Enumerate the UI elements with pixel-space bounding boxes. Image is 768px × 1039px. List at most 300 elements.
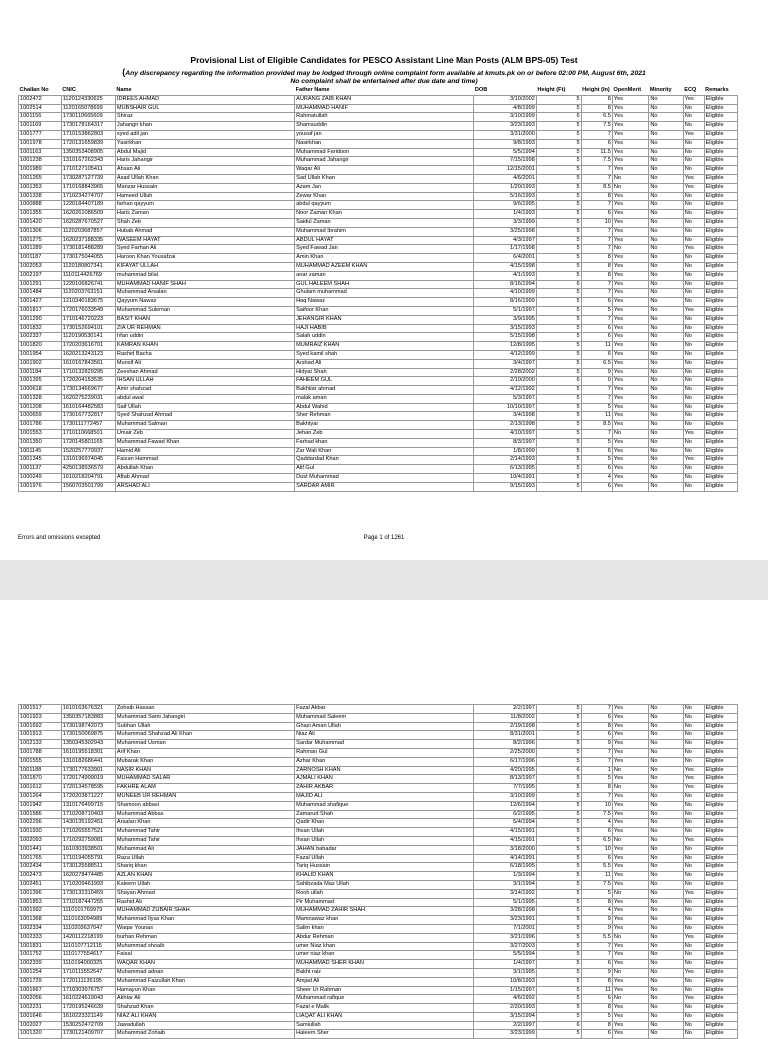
table-cell: No: [649, 210, 683, 219]
table-cell: 1620287670527: [61, 218, 115, 227]
table-cell: No: [649, 262, 683, 271]
table-cell: 9: [581, 916, 612, 925]
table-cell: 3/14/1992: [474, 889, 537, 898]
table-cell: Sardar Muhammad: [295, 740, 474, 749]
table-cell: 1710132829295: [61, 368, 115, 377]
table-cell: 5: [536, 148, 581, 157]
table-cell: Yes: [612, 227, 648, 236]
table-cell: No: [683, 845, 704, 854]
table-cell: 3/23/1993: [474, 122, 537, 131]
table-row: [19, 201, 738, 210]
table-cell: 2/2/1997: [474, 705, 537, 714]
table-cell: 9: [581, 968, 612, 977]
table-cell: 5: [581, 306, 612, 315]
table-row: [19, 280, 738, 289]
table-cell: No: [649, 430, 683, 439]
table-cell: No: [683, 880, 704, 889]
table-cell: 1420112218199: [61, 933, 115, 942]
table-cell: Yes: [612, 801, 648, 810]
table-cell: No: [683, 421, 704, 430]
table-cell: MUBSHAIR GUL: [115, 104, 294, 113]
table-cell: Sher Rehman: [295, 412, 474, 421]
page-number: Page 1 of 1261: [363, 535, 405, 541]
table-cell: 5: [536, 342, 581, 351]
table-cell: MUHAMMAD AZEEM KHAN: [295, 262, 474, 271]
table-cell: Yes: [612, 447, 648, 456]
table-cell: No: [683, 324, 704, 333]
table-cell: No: [649, 95, 683, 104]
table-cell: 4/14/1991: [474, 854, 537, 863]
table-cell: 1110107712115: [61, 942, 115, 951]
table-cell: Yes: [612, 271, 648, 280]
table-cell: 1730167732817: [61, 412, 115, 421]
table-cell: Yes: [612, 342, 648, 351]
table-cell: Rooh ullah: [295, 889, 474, 898]
table-cell: Zar Wali Khan: [295, 447, 474, 456]
table-cell: Samiullah: [295, 1021, 474, 1030]
table-cell: Ghulam muhammad: [295, 289, 474, 298]
table-cell: Yes: [612, 713, 648, 722]
table-row: [19, 430, 738, 439]
table-cell: 8: [581, 95, 612, 104]
table-cell: 1120124330625: [61, 95, 115, 104]
table-cell: Yes: [612, 289, 648, 298]
table-cell: 1710127105411: [61, 166, 115, 175]
table-cell: Yes: [683, 889, 704, 898]
table-cell: Yes: [612, 333, 648, 342]
table-cell: No: [683, 960, 704, 969]
table-cell: 1730150069875: [61, 731, 115, 740]
table-cell: 1001788: [19, 748, 62, 757]
table-cell: Muhammad shafique: [295, 801, 474, 810]
table-cell: 5: [536, 333, 581, 342]
table-cell: ABDUL HAYAT: [295, 236, 474, 245]
table-cell: 5: [536, 784, 581, 793]
table-cell: 1710209461993: [61, 880, 115, 889]
table-cell: No: [649, 333, 683, 342]
table-cell: 8/31/2001: [474, 731, 537, 740]
table-cell: 1730111772457: [61, 421, 115, 430]
table-cell: No: [683, 350, 704, 359]
table-cell: 1001306: [19, 227, 62, 236]
table-cell: 1730110665609: [61, 113, 115, 122]
table-cell: Eligible: [704, 174, 737, 183]
table-cell: No: [649, 157, 683, 166]
table-cell: 1220106826741: [61, 280, 115, 289]
table-cell: No: [649, 863, 683, 872]
table-cell: 5: [536, 157, 581, 166]
table-cell: 1610303938501: [61, 845, 115, 854]
table-cell: 5: [536, 403, 581, 412]
table-cell: 5: [581, 889, 612, 898]
table-cell: 7: [581, 942, 612, 951]
table-cell: Eligible: [704, 828, 737, 837]
table-row: [19, 166, 738, 175]
table-cell: Yes: [683, 995, 704, 1004]
table-row: [19, 394, 738, 403]
table-cell: 4/15/1998: [474, 262, 537, 271]
table-cell: No: [612, 784, 648, 793]
table-cell: 1001290: [19, 315, 62, 324]
table-cell: 8/13/1997: [474, 775, 537, 784]
table-cell: Yes: [612, 722, 648, 731]
table-row: [19, 183, 738, 192]
table-cell: Eligible: [704, 122, 737, 131]
table-cell: yousaf jan: [295, 130, 474, 139]
table-cell: No: [649, 342, 683, 351]
table-cell: 8: [581, 784, 612, 793]
table-cell: Eligible: [704, 218, 737, 227]
table-cell: 1720131659839: [61, 139, 115, 148]
table-cell: No: [612, 245, 648, 254]
table-cell: 1002472: [19, 95, 62, 104]
table-cell: 7/15/1998: [474, 157, 537, 166]
table-cell: 6.5: [581, 113, 612, 122]
table-cell: 7: [581, 130, 612, 139]
table-row: [19, 995, 738, 1004]
table-row: [19, 377, 738, 386]
table-cell: Salim khan: [295, 924, 474, 933]
table-cell: Rashid Ali: [115, 898, 294, 907]
table-cell: Asad Ullah Khan: [115, 174, 294, 183]
table-cell: No: [649, 775, 683, 784]
table-row: [19, 986, 738, 995]
table-cell: 5/5/1994: [474, 148, 537, 157]
table-cell: 5/3/1997: [474, 394, 537, 403]
table-cell: Waqar Ali: [295, 166, 474, 175]
table-cell: No: [683, 986, 704, 995]
table-cell: 1001976: [19, 482, 62, 491]
table-cell: Yes: [683, 245, 704, 254]
table-cell: No: [649, 201, 683, 210]
table-cell: 5: [536, 854, 581, 863]
table-cell: Yes: [612, 898, 648, 907]
table-cell: No: [649, 968, 683, 977]
table-cell: 1002093: [19, 836, 62, 845]
table-cell: 1310182686441: [61, 757, 115, 766]
table-row: [19, 315, 738, 324]
table-cell: No: [649, 377, 683, 386]
table-cell: Shayan Ahmad: [115, 889, 294, 898]
table-cell: No: [649, 942, 683, 951]
table-cell: Eligible: [704, 731, 737, 740]
table-cell: 1530252472709: [61, 1021, 115, 1030]
table-cell: Yes: [612, 482, 648, 491]
table-cell: 2/10/2000: [474, 377, 537, 386]
table-cell: Saifoor Khan: [295, 306, 474, 315]
table-cell: 5: [581, 403, 612, 412]
table-cell: 6/2/1995: [474, 810, 537, 819]
table-cell: 3/4/1998: [474, 412, 537, 421]
table-cell: Yes: [612, 324, 648, 333]
table-cell: No: [683, 342, 704, 351]
table-cell: 1001612: [19, 784, 62, 793]
table-cell: No: [683, 333, 704, 342]
table-row: [19, 306, 738, 315]
table-cell: No: [683, 104, 704, 113]
table-cell: No: [649, 104, 683, 113]
table-cell: 7: [581, 951, 612, 960]
table-cell: No: [649, 359, 683, 368]
table-cell: Irfan uddin: [115, 333, 294, 342]
table-cell: 5: [536, 907, 581, 916]
column-header: ECQ: [684, 87, 697, 93]
table-cell: 1001338: [19, 192, 62, 201]
table-cell: 8: [581, 254, 612, 263]
table-row: [19, 960, 738, 969]
table-cell: Eligible: [704, 801, 737, 810]
table-header-row: [19, 87, 738, 95]
table-row: [19, 218, 738, 227]
table-cell: Sad Ullah Khan: [295, 174, 474, 183]
table-cell: Munsif Ali: [115, 359, 294, 368]
table-cell: MAJID ALI: [295, 792, 474, 801]
table-cell: 1001137: [19, 465, 62, 474]
table-cell: Eligible: [704, 705, 737, 714]
table-cell: 9: [581, 924, 612, 933]
table-cell: 4/1/1993: [474, 271, 537, 280]
table-cell: 1520257779937: [61, 447, 115, 456]
table-cell: 5: [536, 986, 581, 995]
table-cell: No: [683, 801, 704, 810]
table-cell: NIAZ ALI KHAN: [115, 1012, 294, 1021]
table-cell: Eligible: [704, 845, 737, 854]
table-cell: 6: [581, 350, 612, 359]
table-cell: Yes: [683, 784, 704, 793]
table-cell: 5: [536, 880, 581, 889]
table-cell: No: [683, 854, 704, 863]
table-cell: No: [649, 289, 683, 298]
table-cell: Yes: [612, 412, 648, 421]
table-cell: Yes: [612, 916, 648, 925]
table-cell: 3/15/1993: [474, 324, 537, 333]
table-row: [19, 421, 738, 430]
table-cell: 1110177554617: [61, 951, 115, 960]
table-cell: No: [683, 977, 704, 986]
table-cell: Eligible: [704, 757, 737, 766]
table-cell: 1610195518301: [61, 748, 115, 757]
table-cell: No: [683, 412, 704, 421]
table-cell: 5: [536, 359, 581, 368]
table-cell: WASEEM HAYAT: [115, 236, 294, 245]
table-cell: No: [649, 1030, 683, 1039]
table-row: [19, 1012, 738, 1021]
table-cell: Muhammad Sami Jahangiri: [115, 713, 294, 722]
table-cell: 1610218204791: [61, 474, 115, 483]
table-cell: 1002451: [19, 880, 62, 889]
table-cell: 1620275239031: [61, 394, 115, 403]
table-cell: Subhan Ullah: [115, 722, 294, 731]
table-cell: 7/1/2001: [474, 924, 537, 933]
table-cell: 5: [536, 705, 581, 714]
table-cell: Eligible: [704, 792, 737, 801]
document-title: Provisional List of Eligible Candidates for PESCO Assistant Line Man Posts (ALM BPS-05) Test: [190, 55, 578, 65]
table-cell: 8/2/1996: [474, 740, 537, 749]
table-row: [19, 342, 738, 351]
table-cell: HAJI HABIB: [295, 324, 474, 333]
table-cell: Muhammad rafique: [295, 995, 474, 1004]
table-row: [19, 412, 738, 421]
table-cell: Zohaib Hassan: [115, 705, 294, 714]
table-cell: Eligible: [704, 995, 737, 1004]
table-cell: No: [649, 254, 683, 263]
table-cell: 1620237188335: [61, 236, 115, 245]
table-cell: No: [649, 889, 683, 898]
table-cell: No: [649, 236, 683, 245]
table-cell: Yes: [612, 350, 648, 359]
table-cell: 1001765: [19, 854, 62, 863]
table-cell: 1210340183675: [61, 298, 115, 307]
table-cell: Eligible: [704, 254, 737, 263]
table-cell: 5: [536, 421, 581, 430]
table-cell: Eligible: [704, 863, 737, 872]
table-cell: No: [649, 828, 683, 837]
table-cell: Yes: [612, 740, 648, 749]
table-cell: 1001942: [19, 801, 62, 810]
table-cell: 1001353: [19, 183, 62, 192]
table-cell: Eligible: [704, 359, 737, 368]
table-cell: 5: [536, 872, 581, 881]
table-cell: Bakhtiar ahmad: [295, 386, 474, 395]
table-cell: Fazal Akbar: [295, 705, 474, 714]
table-cell: abdul qayyum: [295, 201, 474, 210]
table-row: [19, 438, 738, 447]
table-cell: No: [649, 731, 683, 740]
table-cell: No: [649, 907, 683, 916]
table-cell: MUHAMMAD ZUBAIR SHAH: [115, 907, 294, 916]
table-cell: Saidul Zaman: [295, 218, 474, 227]
table-cell: 1001420: [19, 218, 62, 227]
table-cell: 4: [581, 907, 612, 916]
table-cell: No: [649, 810, 683, 819]
table-row: [19, 130, 738, 139]
table-cell: No: [649, 298, 683, 307]
table-cell: 1001395: [19, 377, 62, 386]
table-cell: Yes: [612, 731, 648, 740]
table-row: [19, 447, 738, 456]
table-cell: Yes: [612, 157, 648, 166]
table-cell: 6.5: [581, 836, 612, 845]
column-header: Father Name: [295, 87, 330, 93]
table-cell: 1720195246639: [61, 1004, 115, 1013]
table-cell: 2/19/1998: [474, 722, 537, 731]
table-cell: 5: [536, 465, 581, 474]
table-cell: 1001396: [19, 889, 62, 898]
table-cell: No: [683, 863, 704, 872]
table-cell: No: [649, 872, 683, 881]
table-cell: No: [683, 122, 704, 131]
notice-line-1: (Any discrepancy regarding the information provided may be lodged through online complaint form available at kmuts.pk on or before 02:00 PM, August 6th, 2021: [122, 67, 646, 77]
table-cell: 5: [536, 1012, 581, 1021]
table-cell: Yes: [612, 130, 648, 139]
table-cell: 1720111135195: [61, 977, 115, 986]
table-cell: 8: [581, 722, 612, 731]
table-cell: Muhammad Suleman: [115, 306, 294, 315]
table-cell: No: [649, 192, 683, 201]
table-cell: Yes: [612, 924, 648, 933]
table-row: [19, 333, 738, 342]
table-cell: malak aman: [295, 394, 474, 403]
table-cell: 6: [581, 139, 612, 148]
table-cell: Yes: [612, 166, 648, 175]
table-cell: No: [649, 394, 683, 403]
table-cell: Eligible: [704, 342, 737, 351]
table-cell: 6: [536, 280, 581, 289]
table-cell: 1001832: [19, 324, 62, 333]
table-cell: Ghazi Aman Ullah: [295, 722, 474, 731]
table-cell: Yes: [612, 113, 648, 122]
table-cell: 5: [536, 482, 581, 491]
table-cell: 1350357183883: [61, 713, 115, 722]
table-cell: 6/18/1995: [474, 863, 537, 872]
table-cell: Yes: [612, 465, 648, 474]
table-cell: Eligible: [704, 482, 737, 491]
candidates-table: [18, 704, 738, 1039]
table-cell: Eligible: [704, 394, 737, 403]
table-cell: 1001853: [19, 898, 62, 907]
table-row: [19, 403, 738, 412]
table-cell: Muhammad Faizullah Khan: [115, 977, 294, 986]
table-cell: 1001586: [19, 810, 62, 819]
table-cell: 9/15/1993: [474, 482, 537, 491]
table-cell: 7.5: [581, 880, 612, 889]
table-cell: 1310176499715: [61, 801, 115, 810]
table-cell: 10: [581, 801, 612, 810]
table-cell: Yes: [612, 201, 648, 210]
table-cell: No: [683, 139, 704, 148]
table-cell: 3/15/1994: [474, 1012, 537, 1021]
table-cell: Ihsan Ullah: [295, 836, 474, 845]
table-cell: 9/8/1993: [474, 139, 537, 148]
table-cell: ZARNOSH KHAN: [295, 766, 474, 775]
table-cell: Yes: [612, 438, 648, 447]
table-cell: No: [683, 757, 704, 766]
table-cell: Eligible: [704, 333, 737, 342]
table-cell: Eligible: [704, 889, 737, 898]
table-cell: 6: [581, 298, 612, 307]
table-cell: 1001555: [19, 757, 62, 766]
table-cell: Jahangir khan: [115, 122, 294, 131]
table-cell: 1001254: [19, 968, 62, 977]
table-cell: 1720145801165: [61, 438, 115, 447]
table-cell: 10: [581, 218, 612, 227]
table-cell: 5: [536, 183, 581, 192]
table-cell: No: [649, 324, 683, 333]
table-cell: No: [683, 722, 704, 731]
table-cell: 1001484: [19, 289, 62, 298]
footer-note: Errors and omissions excepted: [18, 535, 101, 541]
table-cell: Yes: [612, 236, 648, 245]
table-cell: 1000249: [19, 474, 62, 483]
table-cell: Shariq khan: [115, 863, 294, 872]
table-cell: Ahsan Ali: [115, 166, 294, 175]
table-cell: 1002334: [19, 924, 62, 933]
candidates-table: [18, 87, 738, 492]
table-cell: Eligible: [704, 986, 737, 995]
table-cell: 2/13/1998: [474, 421, 537, 430]
table-cell: 7: [581, 174, 612, 183]
table-cell: 1001820: [19, 342, 62, 351]
table-cell: No: [649, 722, 683, 731]
table-cell: No: [612, 183, 648, 192]
table-cell: Eligible: [704, 386, 737, 395]
table-cell: 1220184407189: [61, 201, 115, 210]
table-cell: No: [683, 916, 704, 925]
table-cell: Alif Gul: [295, 465, 474, 474]
table-cell: No: [649, 960, 683, 969]
table-cell: 6: [581, 465, 612, 474]
table-row: [19, 474, 738, 483]
